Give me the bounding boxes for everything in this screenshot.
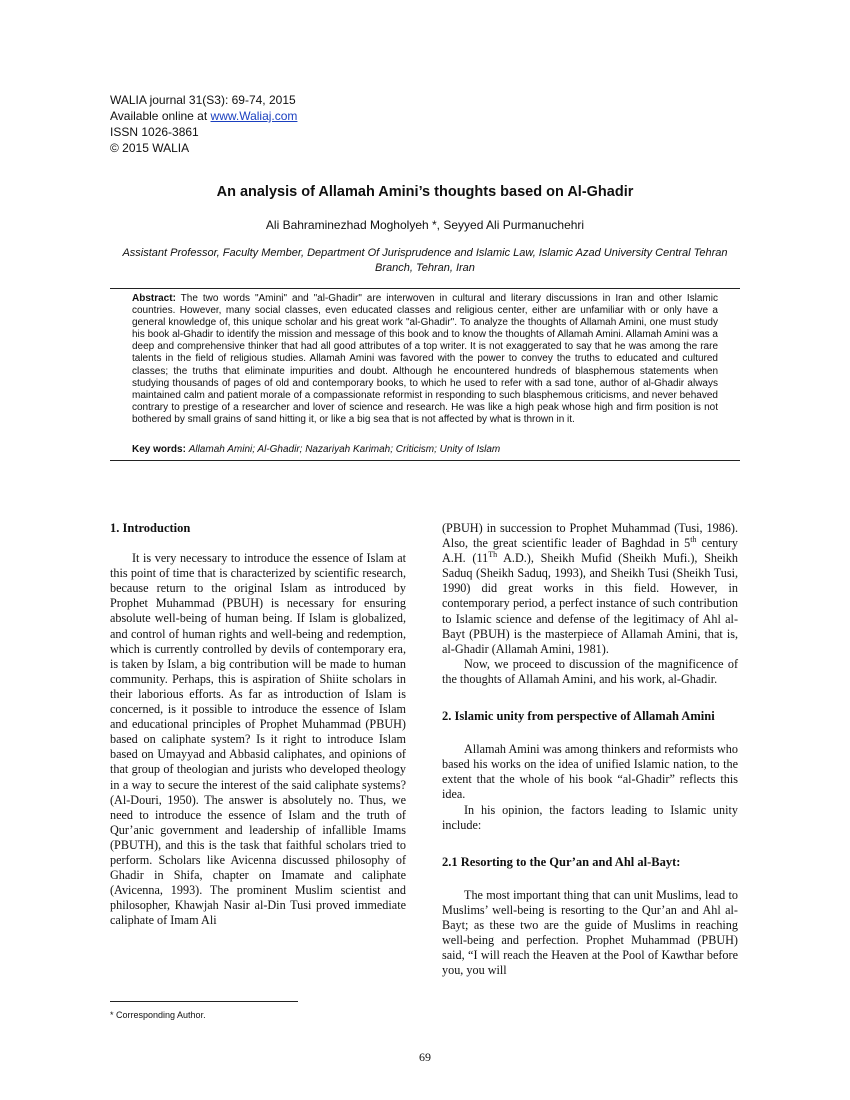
transition-paragraph: Now, we proceed to discussion of the magnificence of the thoughts of Allamah Amini, and his work, al-Ghadir.	[442, 656, 738, 686]
keywords-label: Key words:	[132, 444, 186, 456]
page-number: 69	[419, 1050, 431, 1064]
factors-paragraph: In his opinion, the factors leading to Islamic unity include:	[442, 802, 738, 832]
authors: Ali Bahraminezhad Mogholyeh *, Seyyed Ali Purmanuchehri	[265, 218, 585, 232]
footnote-divider	[110, 1001, 298, 1002]
continued-paragraph: (PBUH) in succession to Prophet Muhammad (Tusi, 1986). Also, the great scientific leader of Baghdad in 5th century A.H. (11Th A.D.), Sheikh Mufid (Sheikh Mufi.), Sheikh Saduq (Sheikh Saduq, 1993), and Sheikh Tusi (Sheikh Tusi, 1990) did great works in this field. However, in contemporary period, a perfect instance of such contribution to Islamic science and defense of the legitimacy of Ahl al-Bayt (PBUH) is the masterpiece of Allamah Amini, that is, al-Ghadir (Allamah Amini, 1981).	[442, 521, 738, 656]
section-heading-introduction: 1. Introduction	[110, 521, 191, 535]
abstract	[132, 293, 718, 426]
copyright: © 2015 WALIA	[110, 141, 190, 155]
journal-citation: WALIA journal 31(S3): 69-74, 2015	[110, 93, 296, 107]
superscript-th: th	[690, 535, 697, 545]
paper-title: An analysis of Allamah Amini’s thoughts based on Al-Ghadir	[216, 184, 634, 200]
journal-link[interactable]: www.Waliaj.com	[210, 109, 298, 123]
available-prefix: Available online at	[110, 109, 211, 123]
superscript-th-2: Th	[488, 550, 498, 560]
availability-line	[110, 108, 297, 124]
quran-paragraph: The most important thing that can unit Muslims, lead to Muslims’ well-being is resorting to the Qur’an and Ahl al-Bayt; as these two are the guide of Muslims in reaching well-being and perfection. Prophet Muhammad (PBUH) said, “I will reach the Heaven at the Pool of Kawthar before you, you will	[442, 887, 738, 978]
abstract-label: Abstract:	[132, 293, 176, 304]
affiliation: Assistant Professor, Faculty Member, Department Of Jurisprudence and Islamic Law, Islamic Azad University Central Tehran Branch, Tehran, Iran	[122, 247, 728, 274]
abstract-box	[110, 288, 740, 461]
keywords	[132, 444, 718, 455]
unity-paragraph: Allamah Amini was among thinkers and reformists who based his works on the idea of unified Islamic nation, to the extent that the whole of his book “al-Ghadir” reflects this idea.	[442, 742, 738, 802]
right-column	[442, 521, 738, 978]
section-heading-islamic-unity: 2. Islamic unity from perspective of Allamah Amini	[442, 709, 715, 724]
keywords-text: Allamah Amini; Al-Ghadir; Nazariyah Karimah; Criticism; Unity of Islam	[188, 444, 501, 456]
left-column	[110, 521, 406, 928]
issn: ISSN 1026-3861	[110, 125, 199, 139]
subsection-heading-quran: 2.1 Resorting to the Qur’an and Ahl al-Bayt:	[442, 854, 681, 869]
footnote: * Corresponding Author.	[110, 1010, 206, 1020]
intro-paragraph: It is very necessary to introduce the essence of Islam at this point of time that is characterized by scientific research, because return to the original Islam as introduced by Prophet Muhammad (PBUH) is necessary for ensuring absolute well-being of human being. If Islam is globalized, and control of human rights and well-being and redemption, which is currently controlled by devils of contemporary era, is taken by Islam, a big contribution will be made to human community. Perhaps, this is aspiration of Shiite scholars in their laborious efforts. As far as introduction of Islam is concerned, is it possible to introduce the essence of Islam and educational principles of Prophet Muhammad (PBUH) based on caliphate system? Is it right to introduce Islam based on Umayyad and Abbasid caliphates, and opinions of that group of theologian and jurists who developed theology in a way to secure the interest of the said caliphate systems? (Al-Douri, 1950). The answer is absolutely no. Thus, we need to introduce the essence of Islam and the truth of Qur’anic government and leadership of infallible Imams (PBUTH), and this is the task that faithful scholars tried to perform. Scholars like Avicenna discussed philosophy of Ghadir in Shifa, chapter on Imamate and caliphate (Avicenna, 1993). The prominent Muslim scientist and philosopher, Khawjah Nasir al-Din Tusi proved immediate caliphate of Imam Ali	[110, 551, 406, 928]
abstract-text: The two words "Amini" and "al-Ghadir" are interwoven in cultural and literary discussions in Iran and other Islamic countries. However, many social classes, even educated classes and religious center, either are unfamiliar with or only have a general knowledge of, this unique scholar and his great work "al-Ghadir". To analyze the thoughts of Allamah Amini, one must study his book al-Ghadir to identify the mission and message of this book and to know the thoughts of Allamah Amini. Allamah Amini was a deep and comprehensive thinker that had all good attributes of a top writer. It is not exaggerated to say that he was among the rare talents in the field of religious studies. Allamah Amini was favored with the power to convey the truths to educated and cultured classes; the truths that eliminate impurities and doubt. Although he encountered hundreds of blasphemous statements when studying thousands of pages of old and contemporary books, to which he used to refer with a sad tone, author of al-Ghadir always maintained calm and patient morale of a compassionate reformist in responding to such blasphemous criticisms, and never behaved contrary to prestige of a researcher and lover of science and research. He was like a high peak whose high and firm position is not bothered by small grains of sand hitting it, or like a big sea that is not affected by what is thrown in it.	[132, 293, 718, 425]
journal-header	[110, 92, 297, 156]
